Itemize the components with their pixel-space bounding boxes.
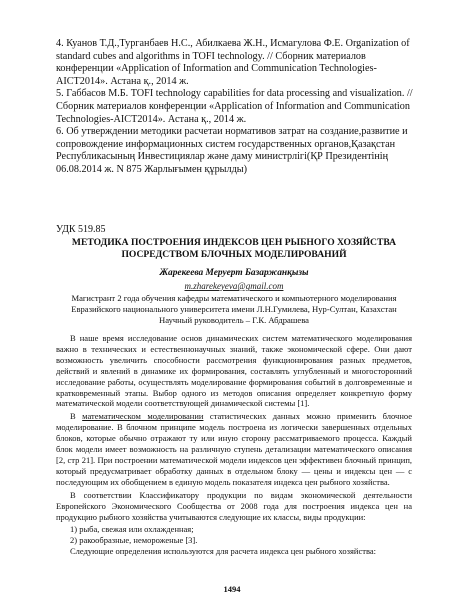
paragraph (56, 411, 412, 487)
article-body (56, 333, 412, 559)
paragraph: В наше время исследование основ динамических систем математического моделирования важно в технических и естественнонаучных знаний, также экономической сфере. Они дают возможность увеличить способности рассмотрения функционирования разных предметов, действий и явлений в динамике их формирования, составлять углубленный и многосторонний исследование работы, осуществлять моделирование формирования событий в долговременные и кратковременный этапы. Выбор одного из методов описания определяет конкретную форму математической модели соответствующей динамической системы [1]. (56, 333, 412, 409)
article-title: МЕТОДИКА ПОСТРОЕНИЯ ИНДЕКСОВ ЦЕН РЫБНОГО ХОЗЯЙСТВА ПОСРЕДСТВОМ БЛОЧНЫХ МОДЕЛИРОВАНИЙ (71, 237, 397, 260)
paragraph-start: В (70, 411, 76, 422)
udk-code: УДК 519.85 (56, 224, 106, 235)
list-item: 1) рыба, свежая или охлажденная; (70, 524, 194, 535)
reference-item: 5. Габбасов М.Б. TOFI technology capabilities for data processing and visualization. //Сборник материалов конференции «Application of Information and Communication Technologies-AICT2014». Астана қ., 2014 ж. (56, 88, 413, 125)
page-number: 1494 (223, 584, 241, 594)
affiliation: Магистрант 2 года обучения кафедры математического и компьютерного моделирования Евразийского национального университета имени Л.Н.Гумилева, Нур-Султан, Казахстан (71, 293, 397, 315)
affiliation-block (56, 293, 412, 327)
reference-item: 4. Куанов Т.Д.,Турганбаев Н.С., Абилкаева Ж.Н., Исмагулова Ф.Е. Organization of standard cubes and algorithms in TOFI technology. // Сборник материалов конференции «Application of Information and Communication Technologies-AICT2014». Астана қ., 2014 ж. (56, 38, 410, 87)
supervisor: Научный руководитель – Г.К. Абдрашева (158, 315, 309, 326)
underlined-term: математическом моделировании (82, 411, 204, 422)
author-name: Жарекеева Меруерт Базаржанқызы (159, 268, 309, 278)
paragraph-rest: статистических данных можно применить блочное моделирование. В блочном принципе модель построена из логически завершенных отдельных блоков, которые обычно отражают ту или иную сторону рассматриваемого процесса. Каждый блок модели имеет возможность на различную ступень детализации математического описания [2, стр 21]. При построении математической модели индексов цен эффективен блочный принцип, который предусматривает обработку данных в отдельном блоку — цены и индексы цен — с последующим их обобщением в единую модель показателя индекса цен рыбного хозяйства. (56, 411, 413, 487)
author-email[interactable]: m.zharekeyeva@gmail.com (184, 281, 284, 291)
paragraph: В соответствии Классификатору продукции по видам экономической деятельности Европейского Экономического Сообщества от 2008 года для построения индекса цен на продукцию рыбного хозяйства учитываются следующие их классы, виды продукции: (56, 489, 412, 522)
reference-item: 6. Об утверждении методики расчетаи нормативов затрат на создание,развитие и сопровождение информационных систем государственных органов,Қазақстан Республикасының Инвестициялар және даму министрлігі(ҚР Президентінің 06.08.2014 ж. N 875 Жарлығымен құрылды) (56, 126, 408, 175)
list-item: 2) ракообразные, немороженые [3]. (70, 535, 198, 546)
paragraph: Следующие определения используются для расчета индекса цен рыбного хозяйства: (70, 546, 376, 557)
reference-list (56, 38, 416, 177)
